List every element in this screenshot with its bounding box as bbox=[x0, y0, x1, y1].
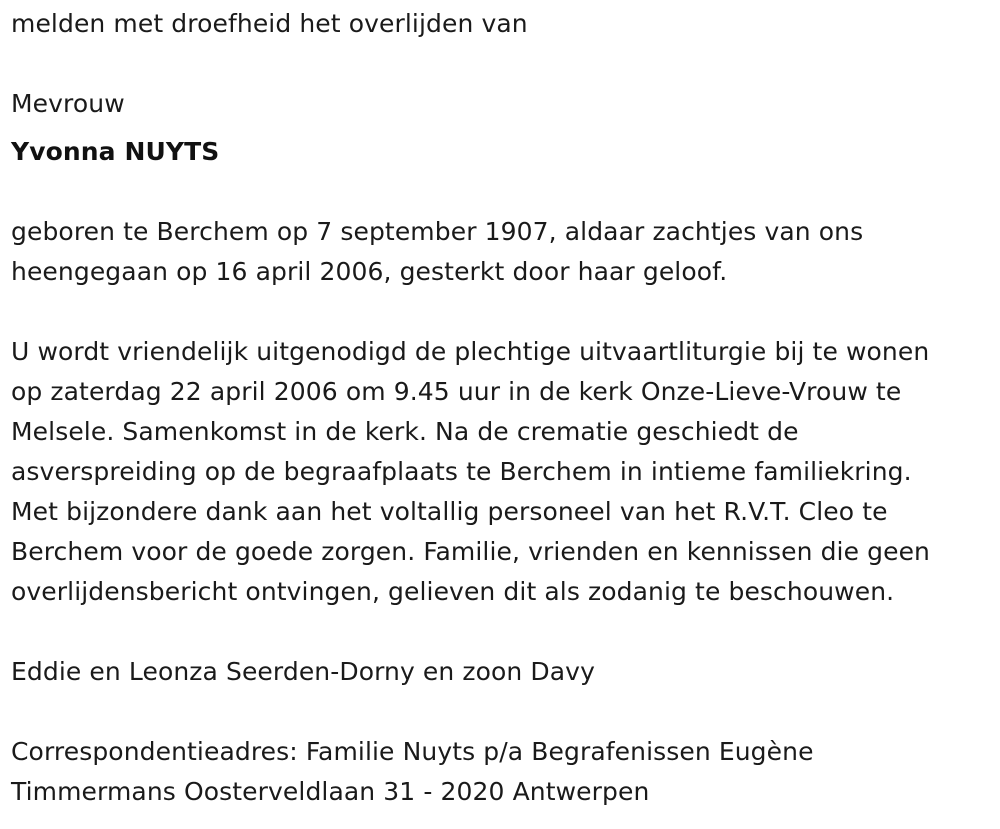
correspondence-address bbox=[11, 732, 996, 812]
paragraph-line: geboren te Berchem op 7 september 1907, aldaar zachtjes van ons bbox=[11, 217, 864, 246]
paragraph-line: U wordt vriendelijk uitgenodigd de plechtige uitvaartliturgie bij te wonen bbox=[11, 337, 930, 366]
spacer bbox=[11, 172, 996, 212]
spacer bbox=[11, 44, 996, 84]
birth-death-paragraph bbox=[11, 212, 996, 292]
paragraph-line: Melsele. Samenkomst in de kerk. Na de crematie geschiedt de bbox=[11, 417, 799, 446]
paragraph-line: Met bijzondere dank aan het voltallig personeel van het R.V.T. Cleo te bbox=[11, 497, 888, 526]
spacer bbox=[11, 292, 996, 332]
deceased-name: Yvonna NUYTS bbox=[11, 137, 220, 166]
spacer bbox=[11, 692, 996, 732]
intro-line: melden met droefheid het overlijden van bbox=[11, 9, 528, 38]
address-line: Timmermans Oosterveldlaan 31 - 2020 Antwerpen bbox=[11, 777, 650, 806]
paragraph-line: Berchem voor de goede zorgen. Familie, vrienden en kennissen die geen bbox=[11, 537, 930, 566]
paragraph-line: op zaterdag 22 april 2006 om 9.45 uur in de kerk Onze-Lieve-Vrouw te bbox=[11, 377, 902, 406]
paragraph-line: asverspreiding op de begraafplaats te Berchem in intieme familiekring. bbox=[11, 457, 912, 486]
death-notice bbox=[11, 4, 996, 812]
spacer bbox=[11, 124, 996, 132]
ceremony-paragraph bbox=[11, 332, 996, 612]
spacer bbox=[11, 612, 996, 652]
address-line: Correspondentieadres: Familie Nuyts p/a Begrafenissen Eugène bbox=[11, 737, 814, 766]
paragraph-line: heengegaan op 16 april 2006, gesterkt door haar geloof. bbox=[11, 257, 728, 286]
paragraph-line: overlijdensbericht ontvingen, gelieven dit als zodanig te beschouwen. bbox=[11, 577, 895, 606]
family-signature: Eddie en Leonza Seerden-Dorny en zoon Davy bbox=[11, 657, 595, 686]
title-prefix: Mevrouw bbox=[11, 89, 125, 118]
